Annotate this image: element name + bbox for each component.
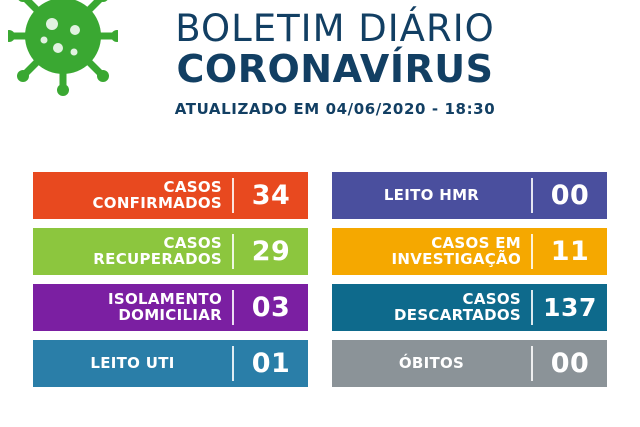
stat-value: 00: [550, 180, 590, 211]
stat-value: 00: [550, 348, 590, 379]
stat-label: ISOLAMENTO DOMICILIAR: [107, 289, 222, 324]
stat-value: 03: [251, 292, 291, 323]
title-line-2: CORONAVÍRUS: [176, 46, 494, 91]
stat-label: CASOS DESCARTADOS: [394, 289, 521, 324]
header: [0, 0, 640, 130]
stat-value: 34: [251, 180, 291, 211]
stat-obitos: [332, 340, 607, 387]
stat-value: 29: [251, 236, 291, 267]
stat-label: CASOS CONFIRMADOS: [92, 177, 222, 212]
stat-casos-em-investigacao: [332, 228, 607, 275]
stat-label: CASOS RECUPERADOS: [93, 233, 222, 268]
page-title: [0, 7, 640, 118]
stats-column-right: [332, 172, 607, 387]
title-line-1: BOLETIM DIÁRIO: [175, 7, 495, 50]
stat-casos-recuperados: [33, 228, 308, 275]
stat-label: CASOS EM INVESTIGAÇÃO: [391, 233, 521, 268]
stat-isolamento-domiciliar: [33, 284, 308, 331]
stats-grid: [0, 172, 640, 387]
stat-casos-descartados: [332, 284, 607, 331]
stats-column-left: [33, 172, 308, 387]
stat-label: LEITO UTI: [90, 353, 175, 372]
stat-value: 01: [251, 348, 291, 379]
stat-value: 137: [543, 293, 597, 322]
stat-value: 11: [550, 236, 590, 267]
stat-label: LEITO HMR: [383, 185, 480, 204]
update-timestamp: ATUALIZADO EM 04/06/2020 - 18:30: [174, 99, 496, 118]
stat-casos-confirmados: [33, 172, 308, 219]
stat-leito-uti: [33, 340, 308, 387]
stat-leito-hmr: [332, 172, 607, 219]
stat-label: ÓBITOS: [398, 353, 465, 372]
